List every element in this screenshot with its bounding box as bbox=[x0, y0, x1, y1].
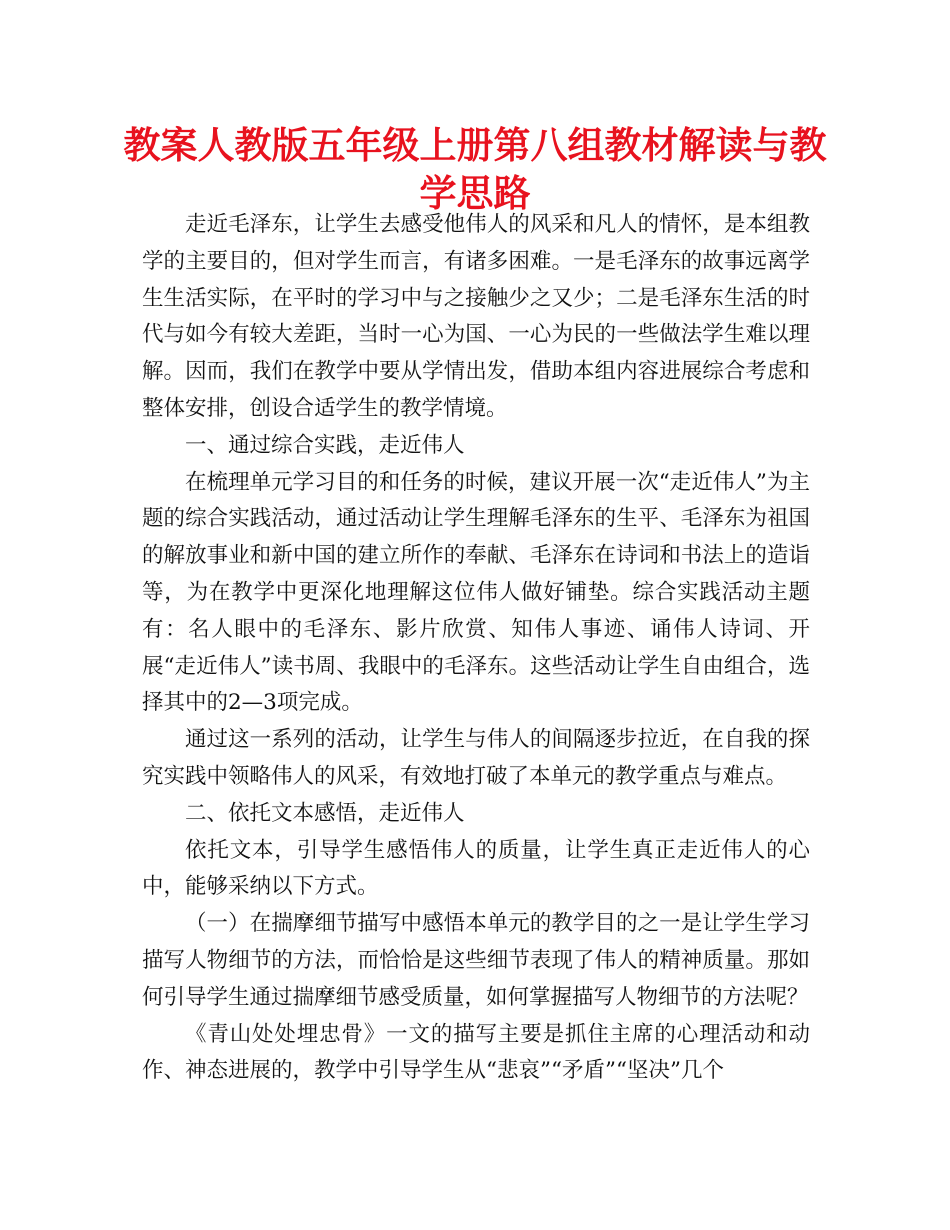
paragraph: （一）在揣摩细节描写中感悟本单元的教学目的之一是让学生学习描写人物细节的方法，而恰恰是这些细节表现了伟人的精神质量。那如何引导学生通过揣摩细节感受质量，如何掌握描写人物细节的方法呢？ bbox=[142, 911, 810, 1010]
paragraph: 在梳理单元学习目的和任务的时候，建议开展一次“走近伟人”为主题的综合实践活动，通过活动让学生理解毛泽东的生平、毛泽东为祖国的解放事业和新中国的建立所作的奉献、毛泽东在诗词和书法上的造诣等，为在教学中更深化地理解这位伟人做好铺垫。综合实践活动主题有：名人眼中的毛泽东、影片欣赏、知伟人事迹、诵伟人诗词、开展“走近伟人”读书周、我眼中的毛泽东。这些活动让学生自由组合，选择其中的2—3项完成。 bbox=[142, 469, 810, 716]
section-heading: 二、依托文本感悟，走近伟人 bbox=[185, 800, 465, 826]
paragraph: 走近毛泽东，让学生去感受他伟人的风采和凡人的情怀，是本组教学的主要目的，但对学生而言，有诸多困难。一是毛泽东的故事远离学生生活实际，在平时的学习中与之接触少之又少；二是毛泽东生活的时代与如今有较大差距，当时一心为国、一心为民的一些做法学生难以理解。因而，我们在教学中要从学情出发，借助本组内容进展综合考虑和整体安排，创设合适学生的教学情境。 bbox=[142, 212, 810, 421]
document-title: 教案人教版五年级上册第八组教材解读与教学思路 bbox=[123, 124, 827, 215]
paragraph: 通过这一系列的活动，让学生与伟人的间隔逐步拉近，在自我的探究实践中领略伟人的风采，有效地打破了本单元的教学重点与难点。 bbox=[142, 727, 810, 789]
document-body bbox=[142, 207, 810, 1090]
section-heading: 一、通过综合实践，走近伟人 bbox=[185, 432, 465, 458]
paragraph: 依托文本，引导学生感悟伟人的质量，让学生真正走近伟人的心中，能够采纳以下方式。 bbox=[142, 837, 810, 900]
paragraph: 《青山处处埋忠骨》一文的描写主要是抓住主席的心理活动和动作、神态进展的，教学中引导学生从“悲哀”“矛盾”“坚决”几个 bbox=[142, 1021, 810, 1084]
